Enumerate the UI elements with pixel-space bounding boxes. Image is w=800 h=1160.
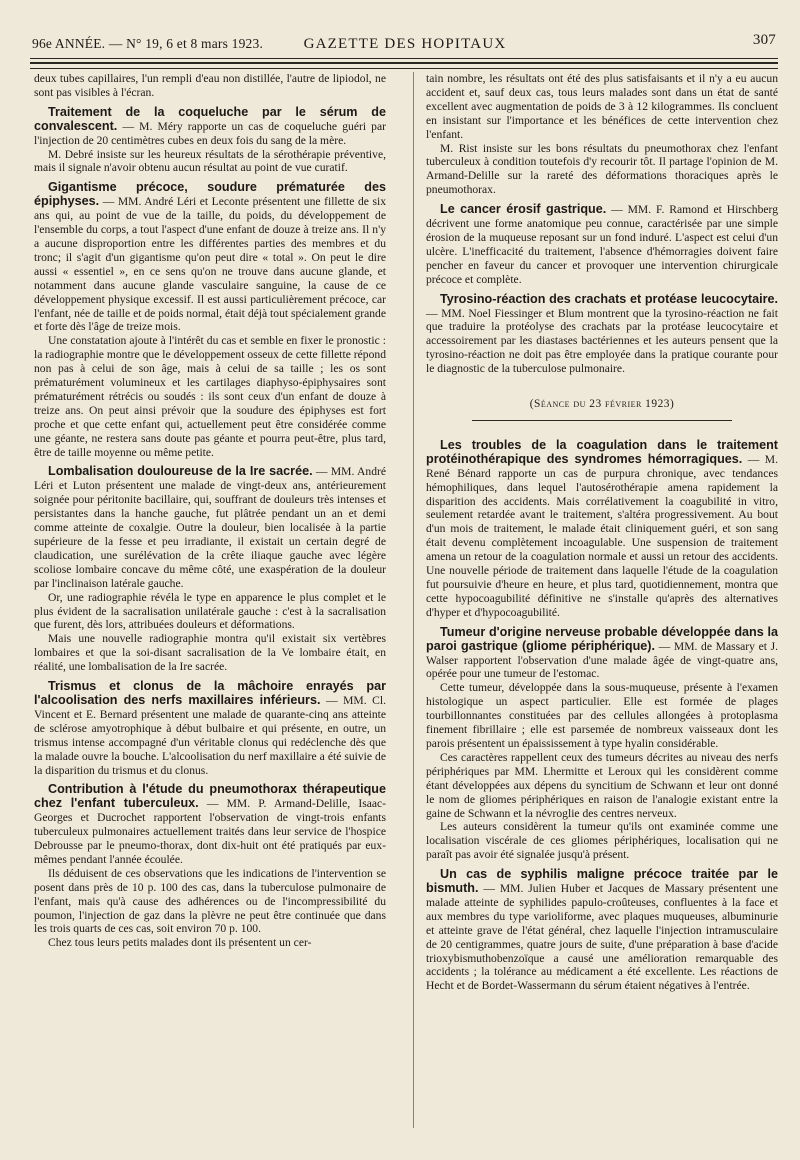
article-text: — M. Méry rapporte un cas de coqueluche guéri par l'injection de 20 centimètres cubes en deux fois du sang de la mère. bbox=[34, 119, 386, 147]
article-pneumothorax bbox=[34, 783, 386, 950]
article-body bbox=[34, 181, 386, 334]
article-lombalisation bbox=[34, 465, 386, 674]
header-rule-middle bbox=[30, 62, 778, 64]
article-title: Les troubles de la coagulation dans le traitement protéinothérapique des syndromes hémorragiques. bbox=[426, 437, 778, 466]
article-body bbox=[426, 439, 778, 620]
continuation-text: tain nombre, les résultats ont été des plus satisfaisants et il n'y a eu aucun accident et, sauf deux cas, tous leurs malades sont dans un état de santé excellent avec augmentation de poids de 3 à 12 kilogrammes. Ils concluent en insistant sur l'importance et les bénéfices de cette intervention chez l'enfant. bbox=[426, 72, 778, 141]
article-text: — MM. André Léri et Leconte présentent une fillette de six ans qui, au point de vue de la taille, du poids, du développement de l'ensemble du corps, a tout l'aspect d'une enfant de douze à treize ans. Il n'y a aucune disproportion entre les différentes parties des membres et du tronc; il s'agit d'un gigantisme qu'on peut dire « total ». On peut le dire aussi « essentiel », en ce sens qu'on ne trouve dans aucune glande, et notamment dans aucune glande vasculaire sanguine, la cause de ce développement physique excessif. Il est aussi particulièrement précoce, car l'enfant, née de taille et de poids normal, était déjà tout spécialement grande et forte dès l'âge de treize mois. bbox=[34, 195, 386, 334]
article-text: — MM. Cl. Vincent et E. Bernard présentent une malade de quarante-cinq ans atteinte de sclérose amyotrophique à début bulbaire et qui présente, en outre, un trismus intense accompagné d'un véritable clonus qui redéclenche dès que la malade ouvre la bouche. L'alcoolisation du nerf maxillaire a été suivie de la disparition du trismus et du clonus. bbox=[34, 693, 387, 777]
article-title: Un cas de syphilis maligne précoce traitée par le bismuth. bbox=[426, 867, 778, 896]
article-body bbox=[426, 626, 778, 682]
article-paragraph: Or, une radiographie révéla le type en apparence le plus complet et le plus évident de la sacralisation unilatérale gauche : c'est à la sacralisation que furent, dès lors, attribuées douleurs et déformations. bbox=[34, 590, 386, 632]
article-paragraph: Ces caractères rappellent ceux des tumeurs décrites au niveau des nerfs périphériques par MM. Lhermitte et Leroux qui les considèrent comme étant développées aux dépens du syncitium de Schwann et leur ont donné le nom de gliomes périphériques en raison de l'analogie existant entre la gaine de Schwann et la névroglie des centres nerveux. bbox=[426, 750, 778, 820]
journal-title: GAZETTE DES HOPITAUX bbox=[303, 36, 507, 52]
article-text: — MM. André Léri et Luton présentent une malade de vingt-deux ans, antérieurement soignée pour péritonite bacillaire, qui, souffrant de douleurs très intenses et persistantes dans la hanche gauche, fut plâtrée pendant un an et demi comme atteinte de coxalgie. Outre la douleur, bien localisée à la partie supérieure de la fesse et peu irradiante, il existait un certain degré de claudication, une surélévation de la crête iliaque gauche avec légère scoliose lombaire concave du même côté, une exaspération de la douleur par l'inclinaison latérale gauche. bbox=[34, 465, 386, 590]
article-paragraph: Les auteurs considèrent la tumeur qu'ils ont examinée comme une localisation viscérale de ces gliomes périphériques, localisation qui ne paraît pas avoir été signalée jusqu'à présent. bbox=[426, 820, 778, 862]
page-header bbox=[32, 34, 778, 54]
header-rule-bottom bbox=[30, 68, 778, 69]
article-title: Trismus et clonus de la mâchoire enrayés par l'alcoolisation des nerfs maxillaires inférieurs. bbox=[34, 679, 386, 707]
article-tyrosino bbox=[426, 293, 778, 376]
article-title: Le cancer érosif gastrique. bbox=[440, 202, 607, 217]
article-tumeur bbox=[426, 626, 778, 862]
article-paragraph: Une constatation ajoute à l'intérêt du cas et semble en fixer le pronostic : la radiographie montre que le développement osseux de cette fillette répond non pas à celui de son âge, mais à celui de sa taille ; les os sont prématurément volumineux et les cartilages diaphyso-épiphysaires sont prématurément rétrécis ou soudés : ils sont ceux d'un enfant de douze à treize ans. On peut ainsi prévoir que la soudure des épiphyses est fort proche et que cette enfant qui, actuellement peut être considérée comme une géante, ne restera sans doute pas géante et pourra peut-être, plus tard, être de taille moyenne ou même petite. bbox=[34, 334, 386, 459]
article-paragraph: Mais une nouvelle radiographie montra qu'il existait six vertèbres lombaires et que la soi-disant sacralisation de la Ve lombaire était, en réalité, une lombalisation de la Ire sacrée. bbox=[34, 632, 386, 674]
article-paragraph: Cette tumeur, développée dans la sous-muqueuse, présente à l'examen histologique un aspect particulier. Elle est formée de plages tourbillonnantes constituées par des cellules allongées à protoplasma finement fibrillaire ; elle est parsemée de nombreux vaisseaux dont les parois présentent un épaississement à type hyalin considérable. bbox=[426, 681, 778, 750]
session-date bbox=[426, 398, 778, 421]
article-coagulation bbox=[426, 439, 778, 620]
article-paragraph: M. Rist insiste sur les bons résultats du pneumothorax chez l'enfant tuberculeux à condition toutefois d'y recourir tôt. Il partage l'opinion de M. Armand-Delille sur la rareté des déformations thoraciques après le pneumothorax. bbox=[426, 141, 778, 197]
left-column bbox=[34, 72, 386, 950]
article-text: — MM. P. Armand-Delille, Isaac-Georges et Ducrochet rapportent l'observation de vingt-trois enfants tuberculeux pulmonaires actuellement traités dans leur service de l'hospice Debrousse par le pneumo-thorax, dont dix-huit ont été pratiqués par eux-mêmes pendant l'année écoulée. bbox=[34, 797, 386, 866]
right-column bbox=[426, 72, 778, 993]
article-paragraph: Ils déduisent de ces observations que les indications de l'intervention se posent dans près de 10 p. 100 des cas, dans la tuberculose pulmonaire de l'enfant, mais qu'à cause des adhérences ou de l'incompressibilité du poumon, l'injection de gaz dans la plèvre ne peut être continuée que dans les trois quarts de ces cas, soit environ 70 p. 100. bbox=[34, 866, 386, 936]
session-date-text: (Séance du 23 février 1923) bbox=[529, 398, 675, 411]
article-title: Traitement de la coqueluche par le sérum de convalescent. bbox=[34, 104, 386, 133]
article-cancer bbox=[426, 203, 778, 286]
article-trismus bbox=[34, 680, 386, 777]
session-rule bbox=[472, 420, 732, 421]
article-text: — MM. de Massary et J. Walser rapportent l'observation d'une malade âgée de vingt-quatre ans, opérée pour une tumeur de l'estomac. bbox=[426, 639, 779, 681]
article-title: Contribution à l'étude du pneumothorax thérapeutique chez l'enfant tuberculeux. bbox=[34, 782, 386, 811]
continuation-text: deux tubes capillaires, l'un rempli d'eau non distillée, l'autre de lipiodol, ne sont pas visibles à l'écran. bbox=[34, 72, 386, 99]
article-paragraph: Chez tous leurs petits malades dont ils présentent un cer- bbox=[48, 936, 312, 950]
article-body bbox=[34, 783, 386, 866]
article-text: — MM. Julien Huber et Jacques de Massary présentent une malade atteinte de syphilides papulo-croûteuses, confluentes à la face et aux membres du type varioliforme, avec plaques muqueuses, albuminurie et atteinte grave de l'état général, chez laquelle l'injection intramusculaire de 20 centigrammes, quatre jours de suite, d'une préparation à base d'acide trioxybismuthobenzoïque a causé une amélioration remarquable des accidents ; la tolérance au médicament a été excellente. Les réactions de Hecht et de Bordet-Wassermann du sérum étaient négatives à l'entrée. bbox=[426, 882, 778, 993]
article-body bbox=[34, 680, 386, 777]
article-body bbox=[34, 465, 386, 590]
article-paragraph: M. Debré insiste sur les heureux résultats de la sérothérapie préventive, mais il signale n'avoir obtenu aucun résultat au point de vue curatif. bbox=[34, 147, 386, 175]
column-divider bbox=[413, 72, 414, 1128]
article-body bbox=[426, 293, 778, 376]
article-coqueluche bbox=[34, 106, 386, 176]
article-title: Tyrosino-réaction des crachats et protéase leucocytaire. bbox=[440, 291, 778, 306]
article-text: — M. René Bénard rapporte un cas de purpura chronique, avec tendances hémophiliques, dans lequel l'autosérothérapie amena rapidement la disparition des accidents. Mais corrélativement la coagubilité in vitro, seulement retardée avant le traitement, s'altéra progressivement. Au bout d'un mois de traitement, le malade était cliniquement guéri, et son sang était devenu complètement incoagulable. Une suspension de traitement amena un retour de la coagulation normale et aussi un retour des accidents. Une nouvelle période de traitement dans laquelle l'étude de la coagulation fut poursuivie d'heure en heure, et plus tard, quotidiennement, montra que cette hypocoagubilité définitive ne s'installe qu'après des alternatives d'hyper et d'hypocoagubilité. bbox=[426, 452, 778, 619]
article-body bbox=[426, 868, 778, 993]
article-text: — MM. F. Ramond et Hirschberg décrivent une forme anatomique peu connue, caractérisée par une simple érosion de la muqueuse reposant sur un fond induré. L'aspect est celui d'un ulcère. L'inefficacité du traitement, l'absence d'hémorragies doivent faire pencher en faveur du cancer et provoquer une intervention chirurgicale précoce et complète. bbox=[426, 203, 778, 286]
page-number: 307 bbox=[752, 32, 776, 48]
article-syphilis bbox=[426, 868, 778, 993]
article-title: Lombalisation douloureuse de la Ire sacrée. bbox=[48, 464, 313, 479]
issue-info: 96e ANNÉE. — N° 19, 6 et 8 mars 1923. bbox=[32, 36, 264, 51]
article-body bbox=[426, 203, 778, 286]
article-title: Tumeur d'origine nerveuse probable développée dans la paroi gastrique (gliome périphérique). bbox=[426, 624, 778, 653]
article-title: Gigantisme précoce, soudure prématurée des épiphyses. bbox=[34, 180, 386, 209]
article-body bbox=[34, 106, 386, 148]
header-rule-top bbox=[30, 58, 778, 59]
article-gigantisme bbox=[34, 181, 386, 459]
article-text: — MM. Noel Fiessinger et Blum montrent que la tyrosino-réaction ne fait que traduire la protéolyse des crachats par la protéase leucocytaire et accessoirement par les diastases bactériennes et les auteurs pensent que la tyrosino-réaction ne doit pas être employée dans la pratique courante pour le diagnostic de la tuberculose pulmonaire. bbox=[426, 306, 778, 376]
